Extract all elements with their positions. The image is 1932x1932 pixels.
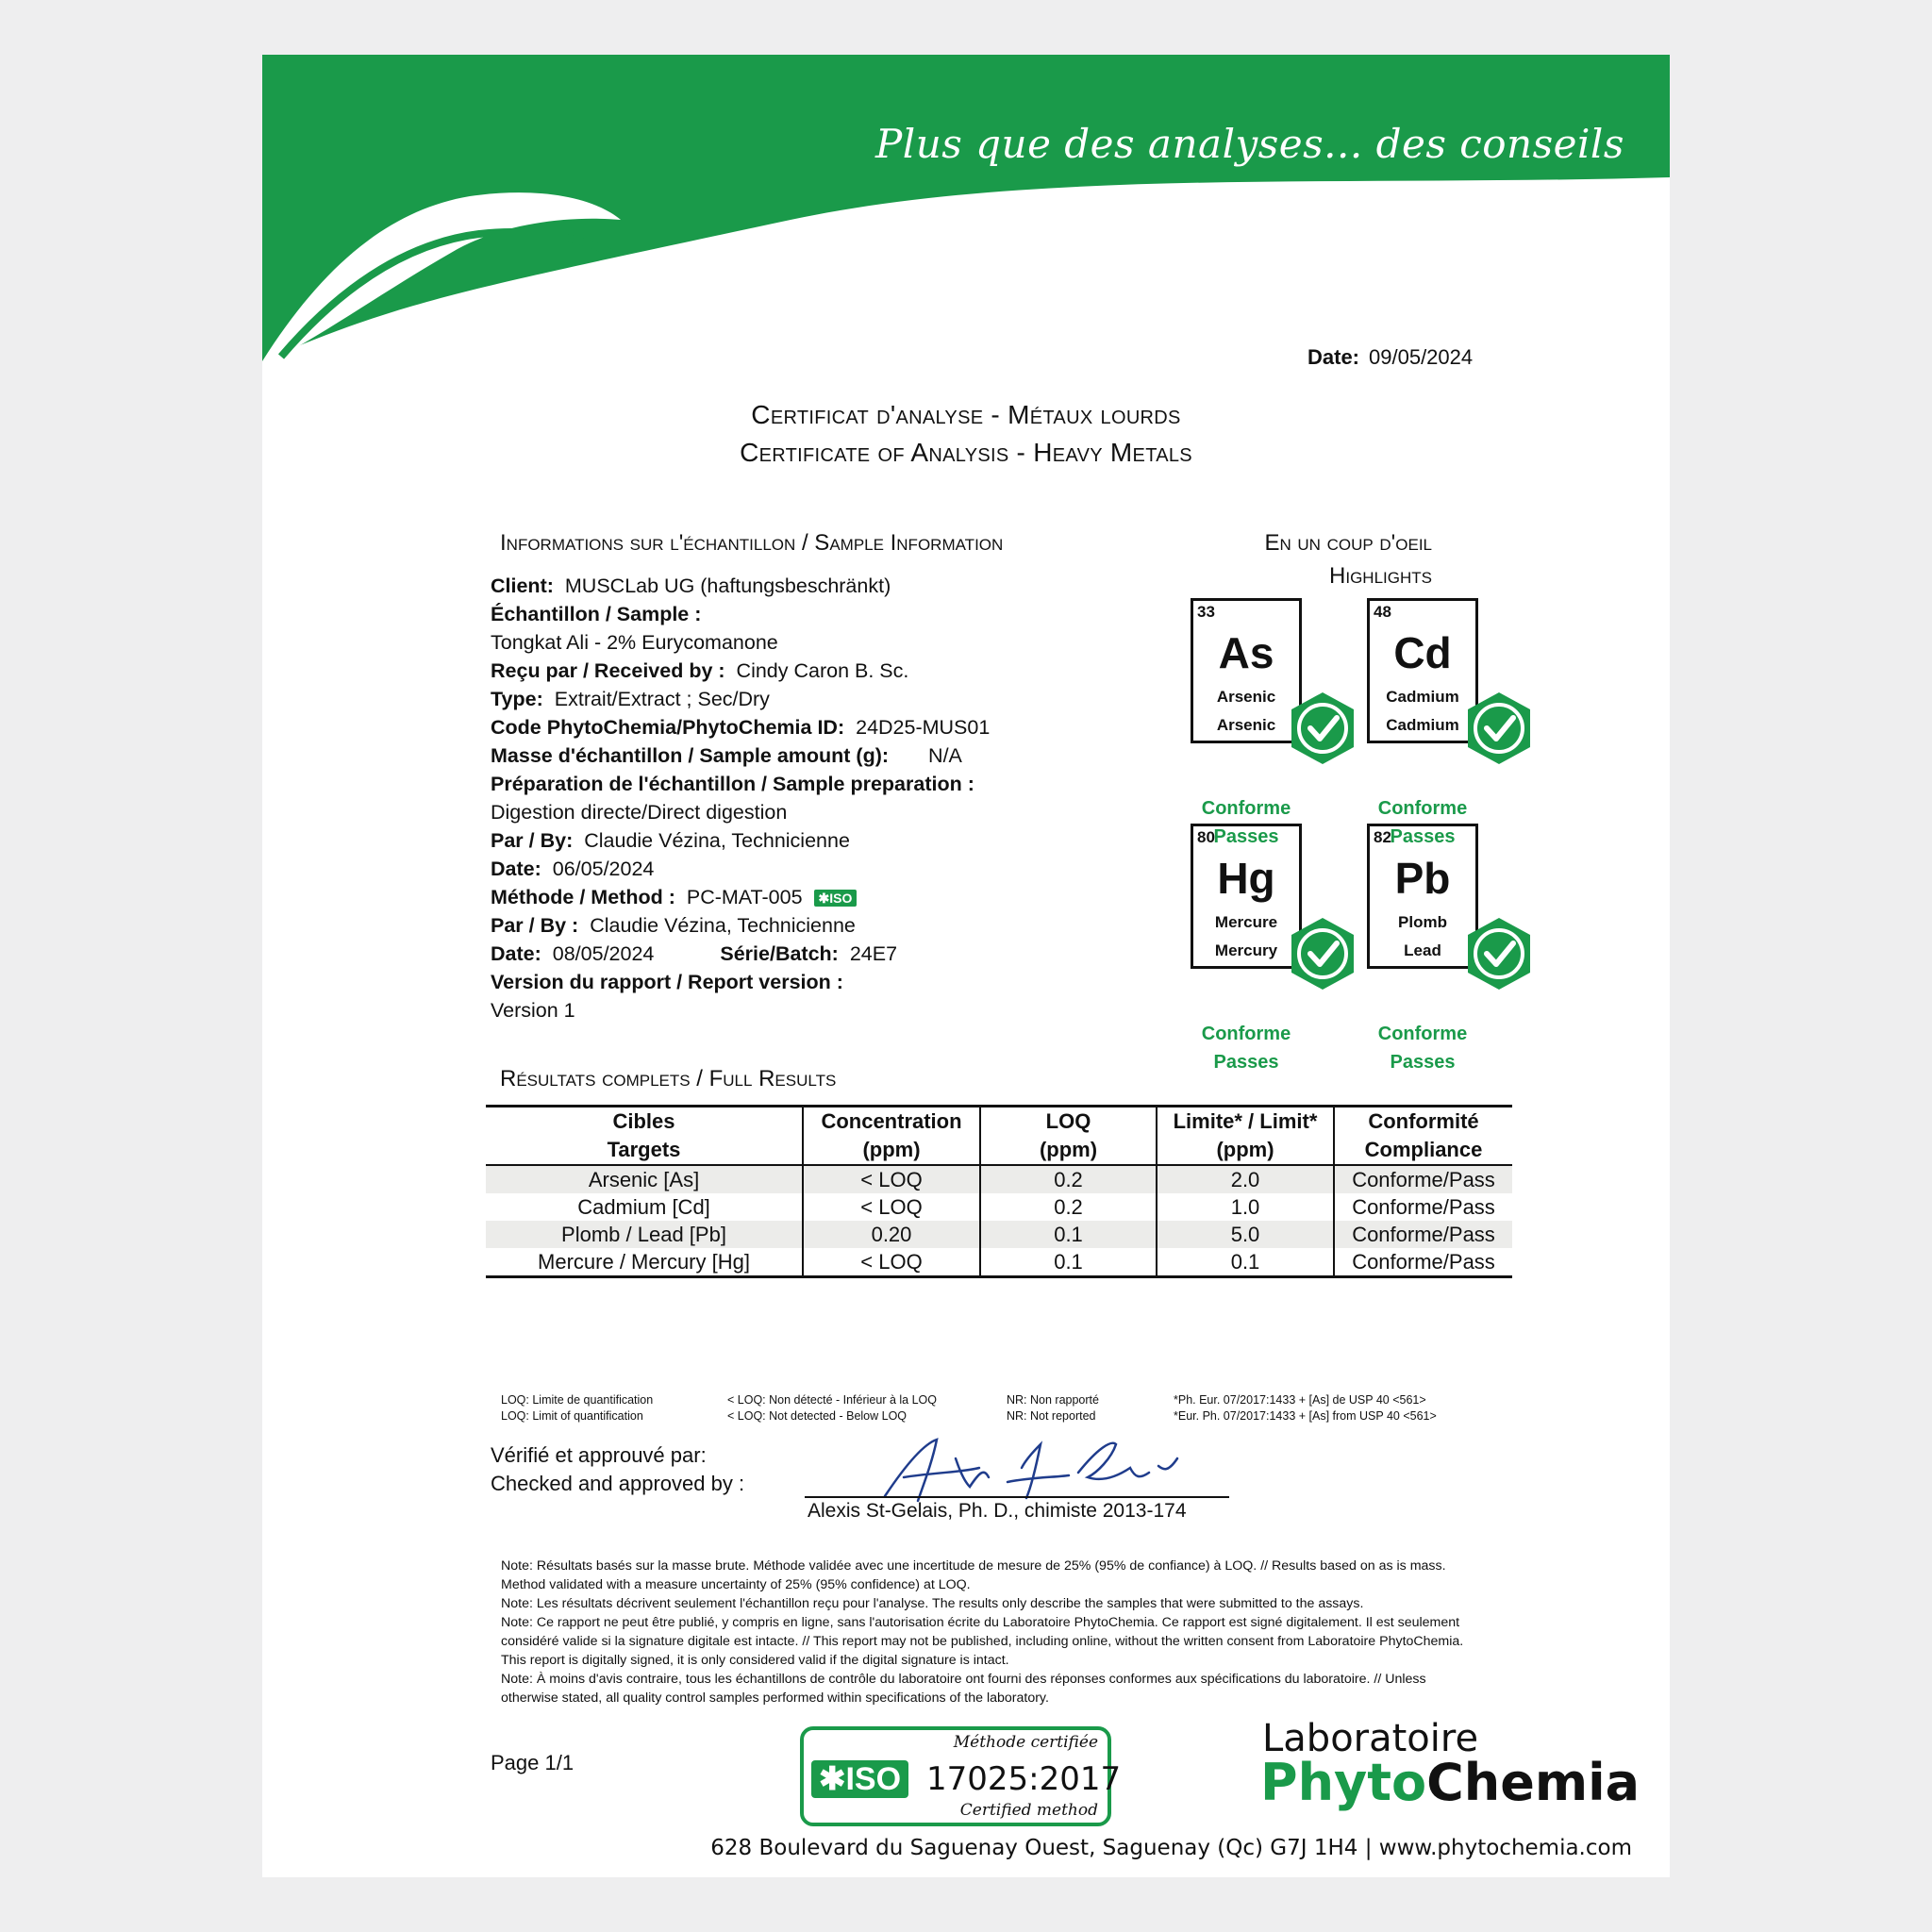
element-tile-pb: 82 Pb Plomb Lead (1367, 824, 1478, 969)
conformity-label-as: Conforme Passes (1201, 798, 1291, 847)
report-date: Date: 09/05/2024 (1307, 345, 1474, 369)
table-row: Arsenic [As] < LOQ 0.2 2.0 Conforme/Pass (486, 1165, 1512, 1193)
legend-below-loq: < LOQ: Non détecté - Inférieur à la LOQ < LOQ: Not detected - Below LOQ (727, 1393, 937, 1423)
element-tile-cd: 48 Cd Cadmium Cadmium (1367, 598, 1478, 743)
results-table (486, 1105, 1512, 1278)
certificate-page (262, 55, 1670, 1877)
title-fr: Certificat d'analyse - Métaux lourds (751, 400, 1181, 429)
legend-reference: *Ph. Eur. 07/2017:1433 + [As] de USP 40 <561> *Eur. Ph. 07/2017:1433 + [As] from USP 40 <561> (1174, 1393, 1437, 1423)
table-row: Plomb / Lead [Pb] 0.20 0.1 5.0 Conforme/Pass (486, 1221, 1512, 1248)
check-badge-icon (1288, 916, 1357, 991)
check-badge-icon (1464, 691, 1534, 766)
conformity-label-hg: Conforme Passes (1201, 1024, 1291, 1073)
sample-info-heading: Informations sur l'échantillon / Sample Information (500, 530, 1004, 556)
notes: Note: Résultats basés sur la masse brute. Méthode validée avec une incertitude de mesure de 25% (95% de confiance) à LOQ. // Results based on as is mass. Method validated with a measure uncertainty of 25% (95% confidence) at LOQ. Note: Les résultats décrivent seulement l'échantillon reçu pour l'analyse. The results only describe the samples that were submitted to the assays. Note: Ce rapport ne peut être publié, y compris en ligne, sans l'autorisation écrite du Laboratoire PhytoChemia. Ce rapport est signé digitalement. Il est seulement considéré valide si la signature digitale est intacte. // This report may not be published, including online, without the written consent from Laboratoire PhytoChemia. This report is digitally signed, it is only considered valid if the digital signature is intact. Note: À moins d'avis contraire, tous les échantillons de contrôle du laboratoire ont fourni des réponses conformes aux spécifications du laboratoire. // Unless otherwise stated, all quality control samples performed within specifications of the laboratory. (501, 1558, 1464, 1706)
address: 628 Boulevard du Saguenay Ouest, Saguenay (Qc) G7J 1H4 | www.phytochemia.com (710, 1836, 1632, 1860)
results-heading: Résultats complets / Full Results (500, 1066, 837, 1091)
signer-name: Alexis St-Gelais, Ph. D., chimiste 2013-174 (808, 1500, 1187, 1522)
conformity-label-pb: Conforme Passes (1377, 1024, 1468, 1073)
page-number: Page 1/1 (491, 1751, 575, 1774)
approval-label: Vérifié et approuvé par: Checked and approved by : (491, 1443, 745, 1495)
lab-logo-line1: Laboratoire (1262, 1717, 1479, 1760)
iso-logo: ✱ISO (811, 1760, 908, 1798)
conformity-label-cd: Conforme Passes (1377, 798, 1468, 847)
element-tile-as: 33 As Arsenic Arsenic (1191, 598, 1302, 743)
element-tile-hg: 80 Hg Mercure Mercury (1191, 824, 1302, 969)
sample-info: Client: MUSCLab UG (haftungsbeschränkt) Échantillon / Sample : Tongkat Ali - 2% Eurycomanone Reçu par / Received by : Cindy Caron B. Sc. Type: Extrait/Extract ; Sec/Dry Code PhytoChemia/PhytoChemia ID: 24D25-MUS01 Masse d'échantillon / Sample amount (g): N/A Préparation de l'échantillon / Sample preparation : Digestion directe/Direct digestion Par / By: Claudie Vézina, Technicienne Date: 06/05/2024 Méthode / Method : PC-MAT-005 ✱ISO Par / By : Claudie Vézina, Technicienne Date: 08/05/2024 Série/Batch: 24E7 Version du rapport / Report version : Version 1 (491, 575, 991, 1022)
legend-loq: LOQ: Limite de quantification LOQ: Limit of quantification (501, 1393, 654, 1423)
iso-badge: ✱ISO (814, 890, 858, 907)
signature-image (866, 1430, 1206, 1506)
check-badge-icon (1288, 691, 1357, 766)
signature-line (805, 1496, 1229, 1498)
header-banner (262, 55, 1670, 366)
table-row: Cadmium [Cd] < LOQ 0.2 1.0 Conforme/Pass (486, 1193, 1512, 1221)
legend-nr: NR: Non rapporté NR: Not reported (1007, 1393, 1099, 1423)
table-row: Mercure / Mercury [Hg] < LOQ 0.1 0.1 Conforme/Pass (486, 1248, 1512, 1277)
iso-certification-badge: Méthode certifiée ✱ISO 17025:2017 Certified method (800, 1726, 1111, 1826)
table-header: Cibles Targets Concentration (ppm) LOQ (ppm) Limite* / Limit* (ppm) Conformité Compliance (486, 1107, 1512, 1166)
highlights-heading: En un coup d'oeil Highlights (1264, 530, 1432, 589)
lab-logo: PhytoChemia (1260, 1753, 1641, 1812)
check-badge-icon (1464, 916, 1534, 991)
slogan: Plus que des analyses... des conseils (875, 121, 1624, 167)
title-en: Certificate of Analysis - Heavy Metals (740, 438, 1192, 467)
